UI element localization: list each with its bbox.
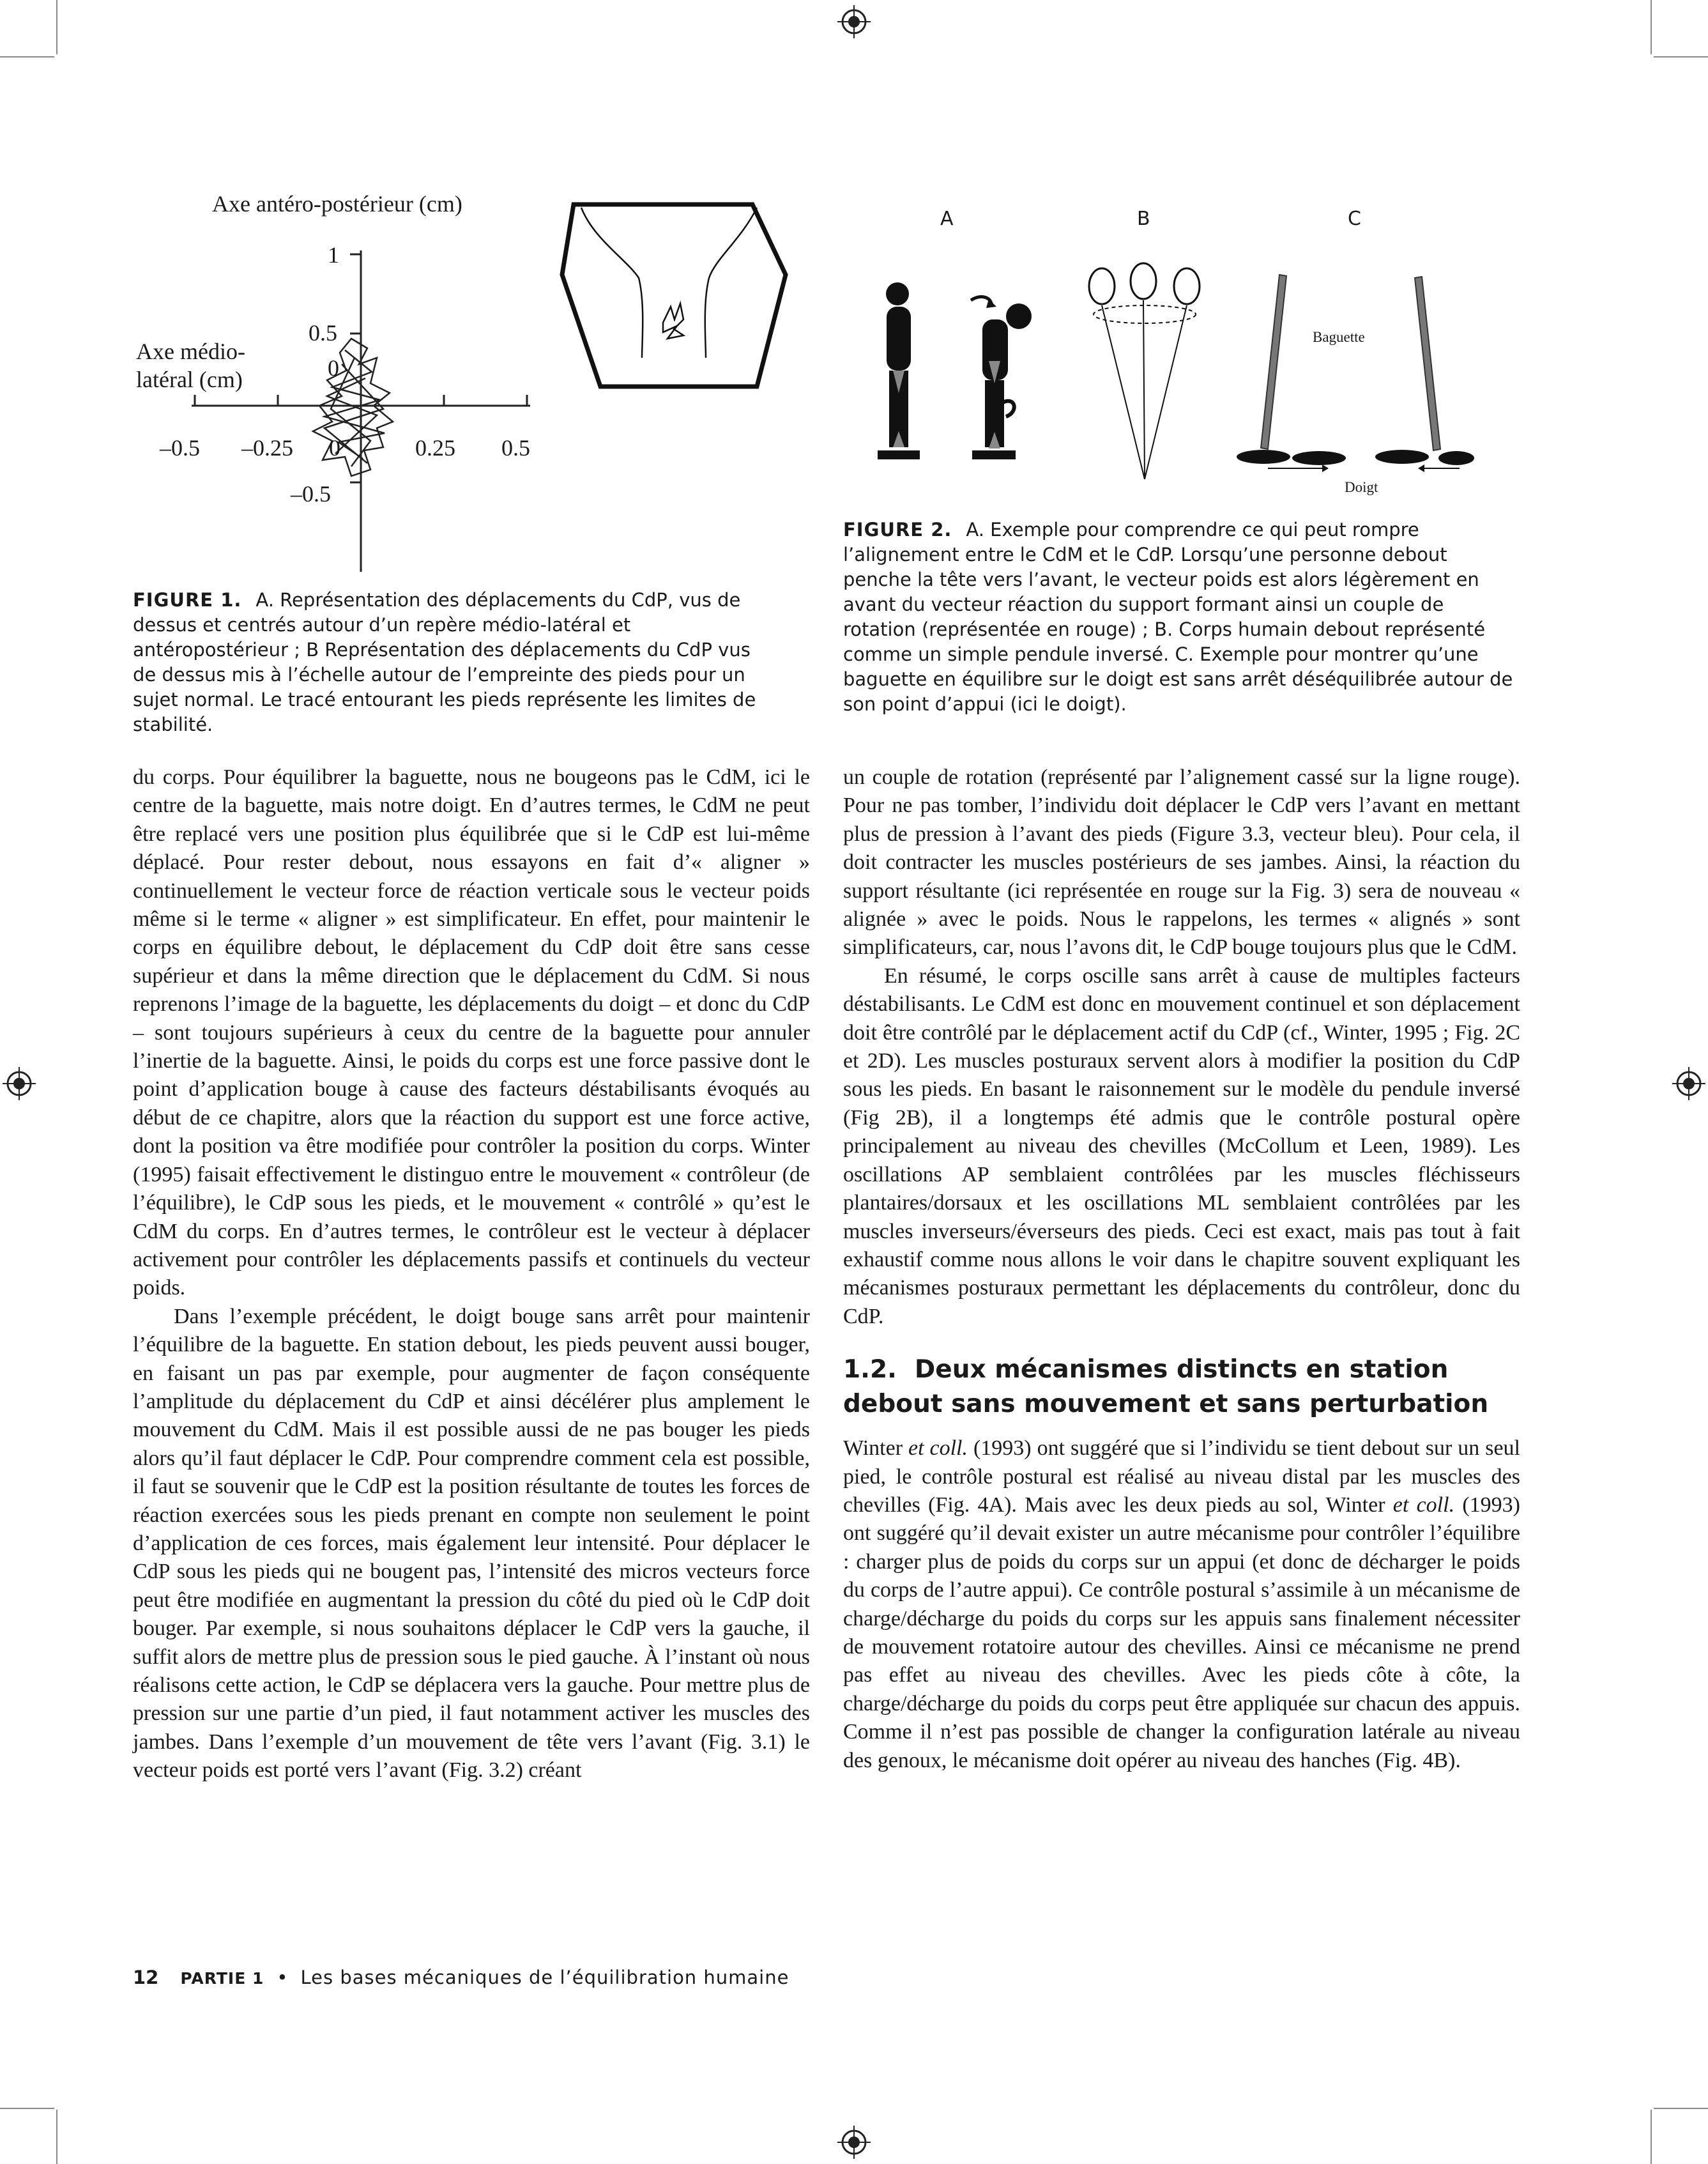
registration-mark-right bbox=[1672, 1067, 1705, 1100]
crop-mark bbox=[56, 2110, 57, 2164]
part-title: Les bases mécaniques de l’équilibration humaine bbox=[300, 1967, 789, 1988]
figure2-panel-label-b: B bbox=[1137, 208, 1150, 230]
figure1-x-tick-0-25: 0.25 bbox=[415, 435, 455, 461]
footer-bullet: • bbox=[277, 1967, 288, 1988]
figure2-panel-b-pendulum bbox=[1073, 256, 1226, 486]
figure1-caption-label: FIGURE 1. bbox=[133, 589, 242, 611]
figure2-label-doigt: Doigt bbox=[1345, 479, 1378, 495]
right-paragraph-3-italic-1: et coll. bbox=[908, 1436, 968, 1461]
right-paragraph-3 bbox=[843, 1434, 1520, 1775]
figure1-x-axis-title bbox=[136, 337, 245, 394]
figure1-axes bbox=[160, 236, 543, 575]
figure1-caption-text: A. Représentation des déplacements du CdP, vus de dessus et centrés autour d’un repère médio-latéral et antéropostérieur ; B Représentation des déplacements du CdP vus de dessus mis à l’échelle autour de l’empreinte des pieds pour un sujet normal. Le tracé entourant les pieds représente les limites de stabilité. bbox=[133, 589, 756, 735]
right-column bbox=[843, 764, 1520, 1775]
figure1-y-tick-1: 1 bbox=[328, 242, 339, 268]
cdp-trace bbox=[313, 339, 393, 476]
figure1-x-axis-title-line2: latéral (cm) bbox=[136, 367, 243, 392]
registration-mark-left bbox=[3, 1067, 36, 1100]
figure2-caption-text: A. Exemple pour comprendre ce qui peut rompre l’alignement entre le CdM et le CdP. Lorsqu’une personne debout penche la tête vers l’avant, le vecteur poids est alors légèrement en avant du vecteur réaction du support formant ainsi un couple de rotation (représentée en rouge) ; B. Corps humain debout représenté comme un simple pendule inversé. C. Exemple pour montrer qu’une baguette en équilibre sur le doigt est sans arrêt déséquilibrée autour de son point d’appui (ici le doigt). bbox=[843, 519, 1513, 715]
figure1-caption bbox=[133, 588, 778, 737]
figure2-panel-c-baguette bbox=[1233, 272, 1475, 476]
figure1-x-tick-neg-0-5: –0.5 bbox=[160, 435, 200, 461]
right-paragraph-1: un couple de rotation (représenté par l’alignement cassé sur la ligne rouge). Pour ne pas tomber, l’individu doit déplacer le CdP vers l’avant en mettant plus de pression à l’avant des pieds (Figure 3.3, vecteur bleu). Pour cela, il doit contracter les muscles postérieurs de ses jambes. Ainsi, la réaction du support résultante (ici représentée en rouge sur la Fig. 3) sera de nouveau « alignée » avec le poids. Nous le rappelons, les termes « alignés » sont simplificateurs, car, nous l’avons dit, le CdP bouge toujours plus que le CdM. bbox=[843, 765, 1520, 960]
left-paragraph-2: Dans l’exemple précédent, le doigt bouge sans arrêt pour maintenir l’équilibre de la baguette. En station debout, les pieds peuvent aussi bouger, en faisant un pas par exemple, pour augmenter de façon conséquente l’amplitude du déplacement du CdP et ainsi décélérer plus amplement le mouvement du CdM. Mais il est possible aussi de ne pas bouger les pieds alors qu’il faut déplacer le CdP. Pour comprendre comment cela est possible, il faut se souvenir que le CdP est la position résultante de toutes les forces de réaction exercées sous les pieds prenant en compte non seulement le point d’application de ces forces, mais également leur intensité. Pour déplacer le CdP sous les pieds qui ne bougent pas, l’intensité des micros vecteurs force peut être modifiée en augmentant la pression du côté du pied où le CdP doit bouger. Par exemple, si nous souhaitons déplacer le CdP vers la gauche, il suffit alors de mettre plus de pression sous le pied gauche. À l’instant où nous réalisons cette action, le CdP se déplacera vers la gauche. Pour mettre plus de pression sur une partie d’un pied, il faut notamment activer les muscles des jambes. Dans l’exemple d’un mouvement de tête vers l’avant (Fig. 3.1) le vecteur poids est porté vers l’avant (Fig. 3.2) créant bbox=[133, 1304, 810, 1783]
crop-mark bbox=[0, 2108, 54, 2109]
figure2-caption bbox=[843, 518, 1514, 717]
section-title: Deux mécanismes distincts en station debout sans mouvement et sans perturbation bbox=[843, 1355, 1489, 1419]
figure1-x-tick-neg-0-25: –0.25 bbox=[241, 435, 293, 461]
registration-mark-top bbox=[837, 5, 871, 38]
page-number: 12 bbox=[133, 1967, 159, 1988]
right-paragraph-3-part-c: (1993) ont suggéré qu’il devait exister un autre mécanisme pour contrôler l’équilibre : charger plus de poids du corps sur un appui (et donc de décharger le poids du corps de l’autre appui). Ce contrôle postural s’assimile à un mécanisme de charge/décharge du poids du corps sur les appuis sans finalement nécessiter de mouvement rotatoire autour des chevilles. Ainsi ce mécanisme ne prend pas effet au niveau des chevilles. Avec les pieds côte à côte, la charge/décharge du poids du corps peut être appliquée sur chacun des appuis. Comme il n’est pas possible de changer la configuration latérale au niveau des genoux, le mécanisme doit opérer au niveau des hanches (Fig. 4B). bbox=[843, 1493, 1520, 1772]
figure2-label-baguette: Baguette bbox=[1313, 329, 1365, 345]
registration-mark-bottom bbox=[837, 2126, 871, 2159]
figure1-y-tick-0-5: 0.5 bbox=[309, 320, 337, 346]
crop-mark bbox=[1654, 56, 1708, 58]
crop-mark bbox=[1651, 2110, 1652, 2164]
crop-mark bbox=[0, 56, 54, 58]
page-footer bbox=[133, 1967, 789, 1988]
figure2-panel-label-c: C bbox=[1348, 208, 1361, 230]
figure1-y-tick-0: 0 bbox=[328, 355, 339, 381]
right-paragraph-3-part-b: (1993) ont suggéré que si l’individu se tient debout sur un seul pied, le contrôle postural est réalisé au niveau distal par les muscles des chevilles (Fig. 4A). Mais avec les deux pieds au sol, Winter bbox=[843, 1436, 1520, 1517]
left-column bbox=[133, 764, 810, 1785]
figure1-x-axis-title-line1: Axe médio- bbox=[136, 339, 245, 364]
crop-mark bbox=[56, 0, 57, 54]
figure2-panel-a-person bbox=[869, 268, 1054, 473]
figure1-x-tick-0: 0 bbox=[329, 435, 340, 461]
section-number: 1.2. bbox=[843, 1355, 897, 1385]
figure2-caption-label: FIGURE 2. bbox=[843, 519, 952, 541]
figure1-feet-outline bbox=[549, 201, 805, 393]
figure1-y-axis-title: Axe antéro-postérieur (cm) bbox=[212, 191, 462, 217]
right-paragraph-2: En résumé, le corps oscille sans arrêt à cause de multiples facteurs déstabilisants. Le CdM est donc en mouvement continuel et son déplacement doit être contrôlé par le déplacement actif du CdP (cf., Winter, 1995 ; Fig. 2C et 2D). Les muscles posturaux servent alors à modifier la position du CdP sous les pieds. En basant le raisonnement sur le modèle du pendule inversé (Fig 2B), il a longtemps été admis que le contrôle postural opère principalement au niveau des chevilles (McCollum et Leen, 1989). Les oscillations AP semblaient contrôlées par les muscles fléchisseurs plantaires/dorsaux et les oscillations ML semblaient contrôlées par les muscles inverseurs/éverseurs des pieds. Ceci est exact, mais pas tout à fait exhaustif comme nous allons le voir dans le chapitre souvent expliquant les mécanismes posturaux permettant les déplacements du contrôleur, donc du CdP. bbox=[843, 963, 1520, 1328]
right-paragraph-3-italic-2: et coll. bbox=[1392, 1493, 1455, 1517]
figure1-y-tick-neg-0-5: –0.5 bbox=[291, 481, 331, 507]
right-paragraph-3-part-a: Winter bbox=[843, 1436, 909, 1461]
figure2-panel-label-a: A bbox=[940, 208, 954, 230]
crop-mark bbox=[1651, 0, 1652, 54]
figure1-x-tick-0-5: 0.5 bbox=[501, 435, 530, 461]
crop-mark bbox=[1654, 2108, 1708, 2109]
section-heading bbox=[843, 1353, 1520, 1422]
part-label: PARTIE 1 bbox=[180, 1969, 264, 1988]
left-paragraph-1: du corps. Pour équilibrer la baguette, nous ne bougeons pas le CdM, ici le centre de la baguette, mais notre doigt. En d’autres termes, le CdM ne peut être replacé vers une position plus équilibrée que si le CdP est lui-même déplacé. Pour rester debout, nous essayons en fait d’« aligner » continuellement le vecteur force de réaction verticale sous le vecteur poids même si le terme « aligner » est simplificateur. En effet, pour maintenir le corps en équilibre debout, le déplacement du CdP doit être sans cesse supérieur et dans la même direction que le déplacement du CdM. Si nous reprenons l’image de la baguette, les déplacements du doigt – et donc du CdP – sont toujours supérieurs à ceux du centre de la baguette pour annuler l’inertie de la baguette. Ainsi, le poids du corps est une force passive dont le point d’application bouge à cause des facteurs déstabilisants évoqués au début de ce chapitre, alors que la réaction du support est une force active, dont la position va être modifiée pour contrôler la position du corps. Winter (1995) faisait effectivement le distinguo entre le mouvement « contrôleur (de l’équilibre), le CdP sous les pieds, et le mouvement « contrôlé » qu’est le CdM du corps. En d’autres termes, le contrôleur est le vecteur à déplacer activement pour contrôler les déplacements passifs et continuels du vecteur poids. bbox=[133, 765, 810, 1300]
